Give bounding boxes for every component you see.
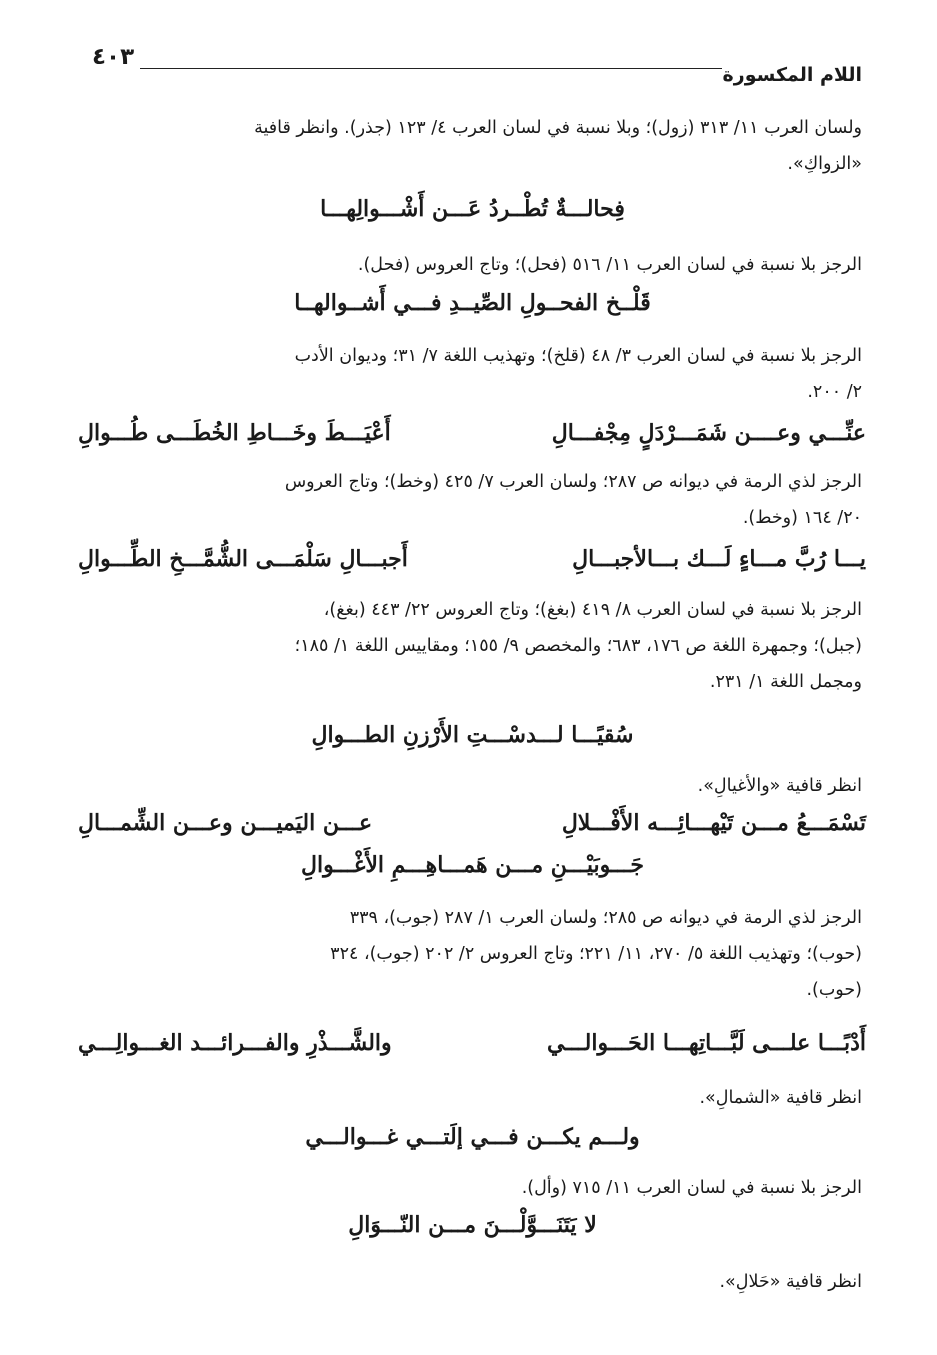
note-line: انظر قافية «والأغيالِ». (697, 776, 862, 796)
verse-couplet (78, 1030, 866, 1070)
verse-hemistich-left: أَجبـــالِ سَلْمَـــى الشُّمَّـــخِ الطِّـــوالِ (78, 546, 408, 572)
note-line: ولسان العرب ١١/ ٣١٣ (زول)؛ وبلا نسبة في لسان العرب ٤/ ١٢٣ (جذر). وانظر قافية (254, 118, 862, 138)
note-line: انظر قافية «حَلالِ». (719, 1272, 862, 1292)
note-line: انظر قافية «الشمالِ». (699, 1088, 862, 1108)
verse-line: قَلْــخ الفحــولِ الصِّيــدِ فـــي أَشــوالهــا (294, 290, 651, 316)
note-line: (حوب)؛ وتهذيب اللغة ٥/ ٢٧٠، ١١/ ٢٢١؛ وتاج العروس ٢/ ٢٠٢ (جوب)، ٣٢٤ (330, 944, 862, 964)
footnote-text (92, 1264, 862, 1300)
verse-couplet (78, 420, 866, 460)
verse-hemistich-left: عـــن اليَميـــن وعـــن الشِّمـــالِ (78, 810, 373, 836)
note-line: ٢٠/ ١٦٤ (وخط). (742, 508, 862, 528)
verse-hemistich-left: والشَّـــذْرِ والفـــرائـــد الغـــوالِـــي (78, 1030, 392, 1056)
note-line: الرجز بلا نسبة في لسان العرب ١١/ ٧١٥ (وأل). (521, 1178, 862, 1198)
footnote-text (92, 1080, 862, 1116)
verse-hemistich-right: أَدْبًـــا علـــى لَبَّـــاتِهـــا الحَـــوالـــي (546, 1030, 866, 1056)
verse-line: فِحالـــةٌ تُطْــردُ عَـــن أَشْـــوالِهـــا (320, 196, 625, 222)
note-line: ٢/ ٢٠٠. (807, 382, 862, 402)
footnote-text (92, 464, 862, 536)
note-line: (حوب). (806, 980, 862, 1000)
verse-couplet (78, 810, 866, 850)
footnote-text (92, 247, 862, 283)
running-header (92, 44, 862, 92)
note-line: الرجز بلا نسبة في لسان العرب ٨/ ٤١٩ (بغغ)؛ وتاج العروس ٢٢/ ٤٤٣ (بغغ)، (323, 600, 862, 620)
header-rule (140, 68, 722, 69)
footnote-text (92, 1170, 862, 1206)
page-number: ٤٠٣ (92, 44, 135, 70)
footnote-text (92, 110, 862, 182)
note-line: الرجز لذي الرمة في ديوانه ص ٢٨٧؛ ولسان العرب ٧/ ٤٢٥ (وخط)؛ وتاج العروس (284, 472, 862, 492)
footnote-text (92, 900, 862, 1008)
verse-line: سُقيًـــا لـــدسْـــتِ الأَرْزنِ الطـــوالِ (311, 722, 634, 748)
verse-hemistich-right: عنِّـــي وعــــن شَمَـــرْدَلٍ مِجْفـــالِ (551, 420, 866, 446)
note-line: الرجز بلا نسبة في لسان العرب ٣/ ٤٨ (قلخ)؛ وتهذيب اللغة ٧/ ٣١؛ وديوان الأدب (294, 346, 862, 366)
verse-hemistich-right: يـــا رُبَّ مـــاءٍ لَـــك بـــالأجبـــالِ (572, 546, 866, 572)
verse-line: جَـــوبَيْـــنِ مـــن هَمـــاهِـــمِ الأَغْـــوالِ (301, 852, 644, 878)
note-line: الرجز بلا نسبة في لسان العرب ١١/ ٥١٦ (فحل)؛ وتاج العروس (فحل). (357, 255, 862, 275)
verse-line: ولـــم يكـــن فـــي إلَتـــي غـــوالـــي (305, 1124, 640, 1150)
note-line: ومجمل اللغة ١/ ٢٣١. (709, 672, 862, 692)
note-line: (جبل)؛ وجمهرة اللغة ص ١٧٦، ٦٨٣؛ والمخصص ٩/ ١٥٥؛ ومقاييس اللغة ١/ ١٨٥؛ (294, 636, 862, 656)
verse-couplet (78, 546, 866, 586)
note-line: الرجز لذي الرمة في ديوانه ص ٢٨٥؛ ولسان العرب ١/ ٢٨٧ (جوب)، ٣٣٩ (349, 908, 862, 928)
footnote-text (92, 768, 862, 804)
verse-hemistich-right: تَسْمَـــعُ مـــن تَيْهـــائِـــه الأَفْـــلالِ (561, 810, 866, 836)
verse-line: لا يَتَنَـــوَّلْـــنَ مـــن النّـــوَالِ (348, 1212, 597, 1238)
footnote-text (92, 592, 862, 700)
section-title: اللام المكسورة (722, 64, 862, 86)
verse-hemistich-left: أَعْيَـــطَ وخَـــاطِ الخُطَـــى طُـــوالِ (78, 420, 391, 446)
footnote-text (92, 338, 862, 410)
note-line: «الزواكِ». (787, 154, 862, 174)
